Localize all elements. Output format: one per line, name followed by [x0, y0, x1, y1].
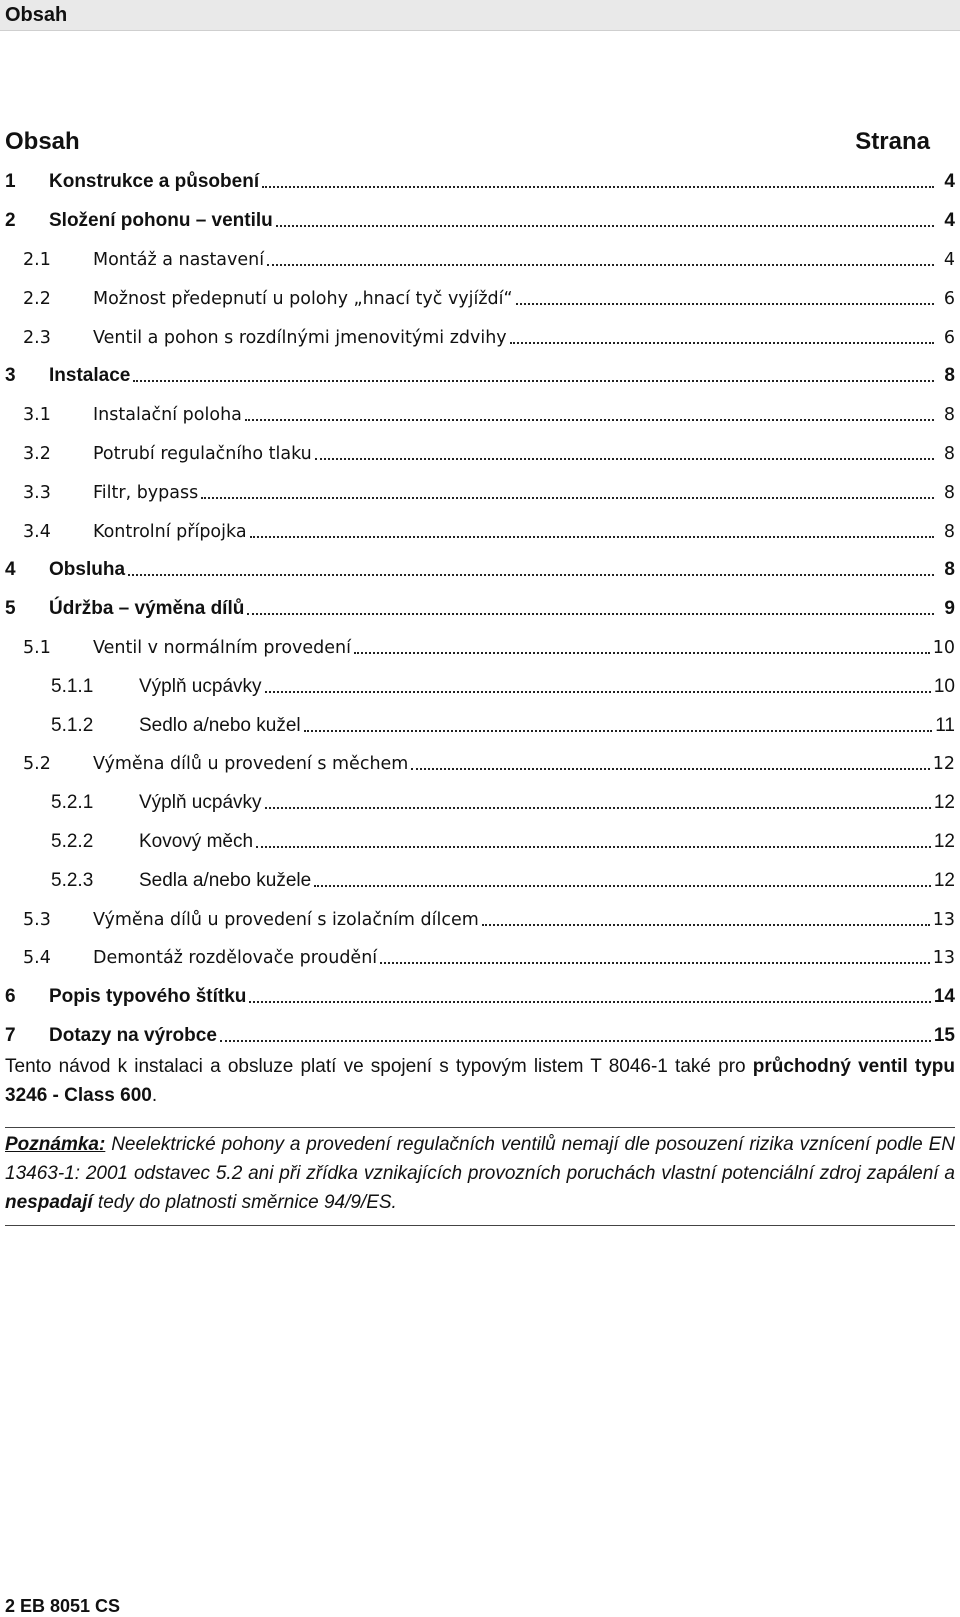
toc-entry[interactable]: [5, 629, 955, 668]
dot-leader: [315, 458, 934, 460]
toc-entry-title: Obsluha: [49, 559, 126, 581]
toc-entry-title: Sedlo a/nebo kužel: [139, 714, 301, 736]
toc-entry-title: Konstrukce a působení: [49, 171, 260, 193]
toc-entry-number: 1: [5, 171, 16, 193]
note-text-end: tedy do platnosti směrnice 94/9/ES.: [92, 1192, 397, 1213]
dot-leader: [256, 846, 931, 848]
page-column-heading: Strana: [855, 128, 930, 155]
toc-entry-page: 6: [943, 288, 955, 309]
toc-entry[interactable]: [5, 745, 955, 784]
toc-entry-page: 4: [943, 249, 955, 270]
toc-entry[interactable]: [5, 900, 955, 939]
toc-entry[interactable]: [5, 396, 955, 435]
toc-entry[interactable]: [5, 202, 955, 241]
toc-entry-page: 4: [944, 210, 955, 232]
toc-entry[interactable]: [5, 667, 955, 706]
toc-entry-title: Popis typového štítku: [49, 986, 247, 1008]
toc-entry[interactable]: [5, 435, 955, 474]
toc-entry[interactable]: [5, 241, 955, 280]
dot-leader: [354, 652, 930, 654]
dot-leader: [510, 342, 934, 344]
toc-entry-page: 8: [944, 559, 955, 581]
toc-entry-title: Instalační poloha: [93, 405, 242, 426]
dot-leader: [201, 497, 934, 499]
toc-entry-number: 2.1: [23, 249, 51, 270]
dot-leader: [380, 962, 930, 964]
toc-entry-title: Ventil a pohon s rozdílnými jmenovitými zdvihy: [93, 327, 507, 348]
dot-leader: [516, 303, 934, 305]
toc-entry-page: 10: [932, 637, 955, 658]
toc-entry-number: 5.2.3: [51, 869, 94, 891]
note-label: Poznámka:: [5, 1134, 106, 1155]
note-bold-text: nespadají: [5, 1192, 93, 1213]
divider: [5, 1127, 955, 1128]
toc-heading: Obsah: [5, 128, 80, 155]
toc-entry-title: Dotazy na výrobce: [49, 1024, 217, 1046]
toc-entry-title: Montáž a nastavení: [93, 249, 265, 270]
toc-entry-title: Demontáž rozdělovače proudění: [93, 948, 378, 969]
intro-text-end: .: [151, 1085, 158, 1106]
toc-entry-title: Výměna dílů u provedení s izolačním dílcem: [93, 909, 479, 930]
toc-entry[interactable]: [5, 512, 955, 551]
toc-entry-page: 8: [944, 365, 955, 387]
dot-leader: [265, 691, 931, 693]
toc-entry-number: 5.2: [23, 754, 51, 775]
toc-entry-number: 5: [5, 598, 16, 620]
table-of-contents: [5, 163, 955, 1055]
toc-entry-number: 3.1: [23, 405, 51, 426]
toc-entry-page: 12: [933, 830, 955, 852]
toc-entry[interactable]: [5, 279, 955, 318]
dot-leader: [267, 264, 934, 266]
toc-entry-number: 5.1.2: [51, 714, 94, 736]
dot-leader: [220, 1040, 931, 1042]
dot-leader: [262, 186, 934, 188]
intro-paragraph: [5, 1052, 955, 1110]
toc-entry-page: 12: [932, 754, 955, 775]
intro-text: Tento návod k instalaci a obsluze platí ve spojení s typovým listem T 8046-1 také pro: [5, 1056, 753, 1077]
toc-entry-page: 13: [932, 909, 955, 930]
toc-entry[interactable]: [5, 1017, 955, 1056]
toc-entry-title: Výměna dílů u provedení s měchem: [93, 754, 409, 775]
dot-leader: [250, 536, 934, 538]
dot-leader: [314, 885, 931, 887]
toc-entry[interactable]: [5, 784, 955, 823]
tab-title: Obsah: [5, 4, 68, 26]
toc-entry-title: Výplň ucpávky: [139, 792, 262, 814]
dot-leader: [411, 768, 929, 770]
toc-entry[interactable]: [5, 823, 955, 862]
toc-entry-title: Potrubí regulačního tlaku: [93, 443, 312, 464]
toc-entry[interactable]: [5, 473, 955, 512]
dot-leader: [133, 380, 934, 382]
toc-entry[interactable]: [5, 318, 955, 357]
toc-heading-row: [5, 128, 930, 158]
toc-entry-page: 12: [933, 869, 955, 891]
dot-leader: [247, 613, 934, 615]
toc-entry-title: Údržba – výměna dílů: [49, 598, 245, 620]
toc-entry-number: 2.3: [23, 327, 51, 348]
toc-entry-title: Ventil v normálním provedení: [93, 637, 351, 658]
toc-entry-page: 8: [943, 443, 955, 464]
toc-entry-number: 5.3: [23, 909, 51, 930]
toc-entry[interactable]: [5, 551, 955, 590]
toc-entry-number: 5.4: [23, 948, 51, 969]
toc-entry-number: 2: [5, 210, 16, 232]
toc-entry-number: 4: [5, 559, 16, 581]
toc-entry-page: 10: [933, 675, 955, 697]
toc-entry[interactable]: [5, 590, 955, 629]
dot-leader: [304, 730, 933, 732]
top-bar: [0, 0, 960, 31]
toc-entry-number: 5.2.1: [51, 792, 94, 814]
toc-entry-page: 12: [933, 792, 955, 814]
toc-entry-number: 5.1.1: [51, 675, 94, 697]
dot-leader: [276, 225, 934, 227]
toc-entry-number: 2.2: [23, 288, 51, 309]
dot-leader: [245, 419, 934, 421]
toc-entry[interactable]: [5, 978, 955, 1017]
toc-entry-page: 15: [933, 1024, 955, 1046]
toc-entry[interactable]: [5, 357, 955, 396]
toc-entry-page: 14: [933, 986, 955, 1008]
toc-entry-number: 5.1: [23, 637, 51, 658]
toc-entry-title: Sedla a/nebo kužele: [139, 869, 312, 891]
toc-entry-title: Možnost předepnutí u polohy „hnací tyč vyjíždí“: [93, 288, 513, 309]
toc-entry[interactable]: [5, 861, 955, 900]
toc-entry-number: 7: [5, 1024, 16, 1046]
toc-entry-number: 5.2.2: [51, 830, 94, 852]
toc-entry[interactable]: [5, 163, 955, 202]
toc-entry-page: 8: [943, 521, 955, 542]
toc-entry-number: 6: [5, 986, 16, 1008]
toc-entry-number: 3.4: [23, 521, 51, 542]
toc-entry-page: 13: [932, 948, 955, 969]
page-footer: 2 EB 8051 CS: [5, 1596, 121, 1616]
dot-leader: [249, 1001, 930, 1003]
toc-entry-number: 3.2: [23, 443, 51, 464]
toc-entry-title: Složení pohonu – ventilu: [49, 210, 273, 232]
intro-bold-text: průchodný ventil typu 3246 - Class 600: [5, 1056, 956, 1106]
toc-entry-title: Filtr, bypass: [93, 482, 199, 503]
toc-entry-page: 8: [943, 482, 955, 503]
toc-entry[interactable]: [5, 939, 955, 978]
toc-entry-number: 3.3: [23, 482, 51, 503]
toc-entry[interactable]: [5, 706, 955, 745]
dot-leader: [265, 807, 931, 809]
note-paragraph: [5, 1130, 955, 1226]
toc-entry-title: Kontrolní přípojka: [93, 521, 247, 542]
toc-entry-title: Kovový měch: [139, 830, 254, 852]
note-text: Neelektrické pohony a provedení regulačních ventilů nemají dle posouzení rizika vznícení podle EN 13463-1: 2001 odstavec 5.2 ani při zřídka vznikajících provozních poruchách vlastní potenciální zdroj zapálení a: [5, 1134, 955, 1184]
toc-entry-page: 9: [944, 598, 955, 620]
dot-leader: [128, 574, 934, 576]
toc-entry-page: 6: [943, 327, 955, 348]
toc-entry-number: 3: [5, 365, 16, 387]
toc-entry-title: Instalace: [49, 365, 131, 387]
toc-entry-page: 11: [935, 714, 955, 736]
toc-entry-page: 8: [943, 405, 955, 426]
dot-leader: [482, 924, 930, 926]
toc-entry-page: 4: [944, 171, 955, 193]
toc-entry-title: Výplň ucpávky: [139, 675, 262, 697]
